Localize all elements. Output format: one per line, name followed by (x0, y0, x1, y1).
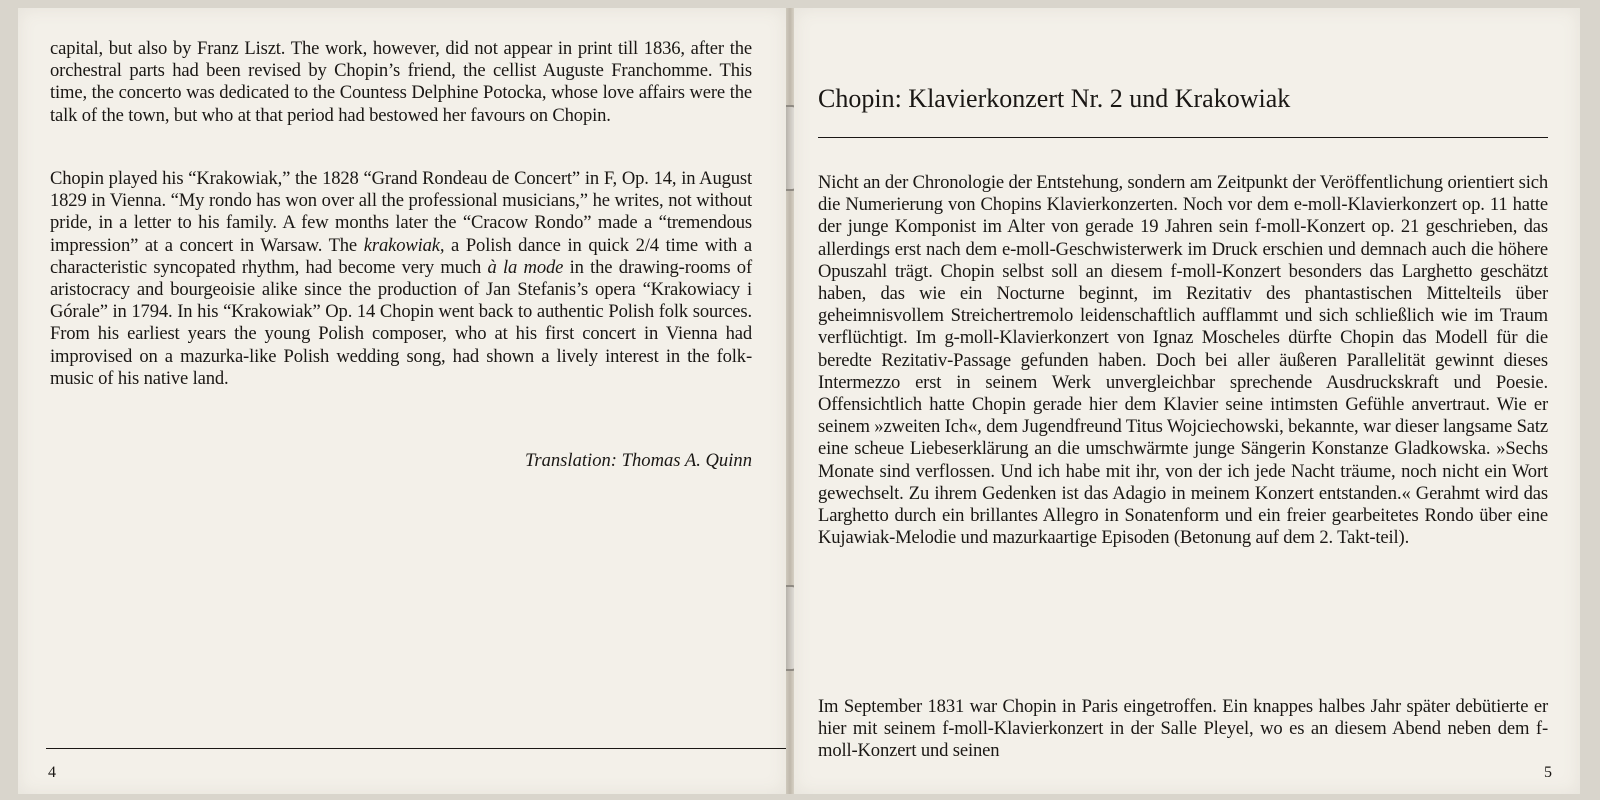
right-page-number: 5 (1544, 764, 1552, 781)
left-paragraph-2-part-c: in the drawing-rooms of aristocracy and bourgeoisie alike since the production of Jan Stefanis’s opera “Krakowiacy i Górale” in 1794. In his “Krakowiak” Op. 14 Chopin went back to authentic Polish folk sources. From his earliest years the young Polish composer, who at his first concert in Vienna had improvised on a mazurka-like Polish wedding song, had shown a lively interest in the folk-music of his native land. (50, 256, 752, 389)
left-paragraph-1-text: capital, but also by Franz Liszt. The work, however, did not appear in print till 1836, after the orchestral parts had been revised by Chopin’s friend, the cellist Auguste Franchomme. This time, the concerto was dedicated to the Countess Delphine Potocka, whose love affairs were the talk of the town, but who at that period had bestowed her favours on Chopin. (50, 38, 752, 126)
left-paragraph-2-part-a: Chopin played his “Krakowiak,” the 1828 “Grand Rondeau de Concert” in F, Op. 14, in August 1829 in Vienna. “My rondo has won over all the professional musicians,” he writes, not without pride, in a letter to his family. A few months later the “Cracow Rondo” made a “tremendous impression” at a concert in Warsaw. The (50, 168, 752, 256)
left-paragraph-2-part-b: a Polish dance in quick 2/4 time with a characteristic syncopated rhythm, had become very much (50, 234, 752, 278)
left-footer-rule (46, 748, 786, 749)
right-page (794, 8, 1580, 794)
right-paragraph-1 (818, 172, 1548, 549)
page-title: Chopin: Klavierkonzert Nr. 2 und Krakowiak (818, 84, 1291, 113)
right-paragraph-2 (818, 696, 1548, 763)
heading-rule (818, 137, 1548, 138)
left-paragraph-2-text (50, 168, 752, 390)
left-page (18, 8, 786, 794)
left-page-number: 4 (48, 764, 56, 781)
krakowiak-italic: krakowiak, (363, 234, 445, 256)
right-paragraph-1-text: Nicht an der Chronologie der Entstehung, sondern am Zeitpunkt der Veröffentlichung orientiert sich die Numerierung von Chopins Klavierkonzerten. Noch vor dem e-moll-Klavierkonzert op. 11 hatte der junge Komponist im Alter von gerade 19 Jahren sein f-moll-Konzert op. 21 geschrieben, das allerdings erst nach dem e-moll-Geschwisterwerk im Druck erschien und demnach auch die höhere Opuszahl trägt. Chopin selbst soll an diesem f-moll-Konzert besonders das Larghetto geschätzt haben, das wie ein Nocturne beginnt, im Rezitativ des phantastischen Mittelteils über geheimnisvollem Streichertremolo leidenschaftlich aufflammt und sich schließlich wie im Traum verflüchtigt. Im g-moll-Klavierkonzert von Ignaz Moscheles dürfte Chopin das Modell für die beredte Rezitativ-Passage gefunden haben. Doch bei aller äußeren Parallelität gewinnt dieses Intermezzo erst in seinem Werk unvergleichbar sprechende Ausdruckskraft und Poesie. Offensichtlich hatte Chopin gerade hier dem Klavier seine intimsten Gefühle anvertraut. Wie er seinem »zweiten Ich«, dem Jugendfreund Titus Wojciechowski, bekannte, war dieser langsame Satz eine scheue Liebeserklärung an die umschwärmte junge Sängerin Konstanze Gladkowska. »Sechs Monate sind verflossen. Und ich habe mit ihr, von der ich jede Nacht träume, noch nicht ein Wort gewechselt. Zu ihrem Gedenken ist das Adagio in meinem Konzert entstanden.« Gerahmt wird das Larghetto durch ein brillantes Allegro in Sonatenform und ein freier gearbeitetes Rondo über eine Kujawiak-Melodie und mazurkaartige Episoden (Betonung auf dem 2. Takt-teil). (818, 172, 1548, 549)
translation-credit: Translation: Thomas A. Quinn (525, 450, 752, 471)
a-la-mode-italic: à la mode (487, 256, 564, 278)
left-paragraph-1 (50, 38, 752, 127)
left-paragraph-2 (50, 168, 752, 390)
right-paragraph-2-text: Im September 1831 war Chopin in Paris eingetroffen. Ein knappes halbes Jahr später debütierte er hier mit seinem f-moll-Klavierkonzert in der Salle Pleyel, wo es an diesem Abend neben dem f-moll-Konzert und seinen (818, 696, 1548, 762)
